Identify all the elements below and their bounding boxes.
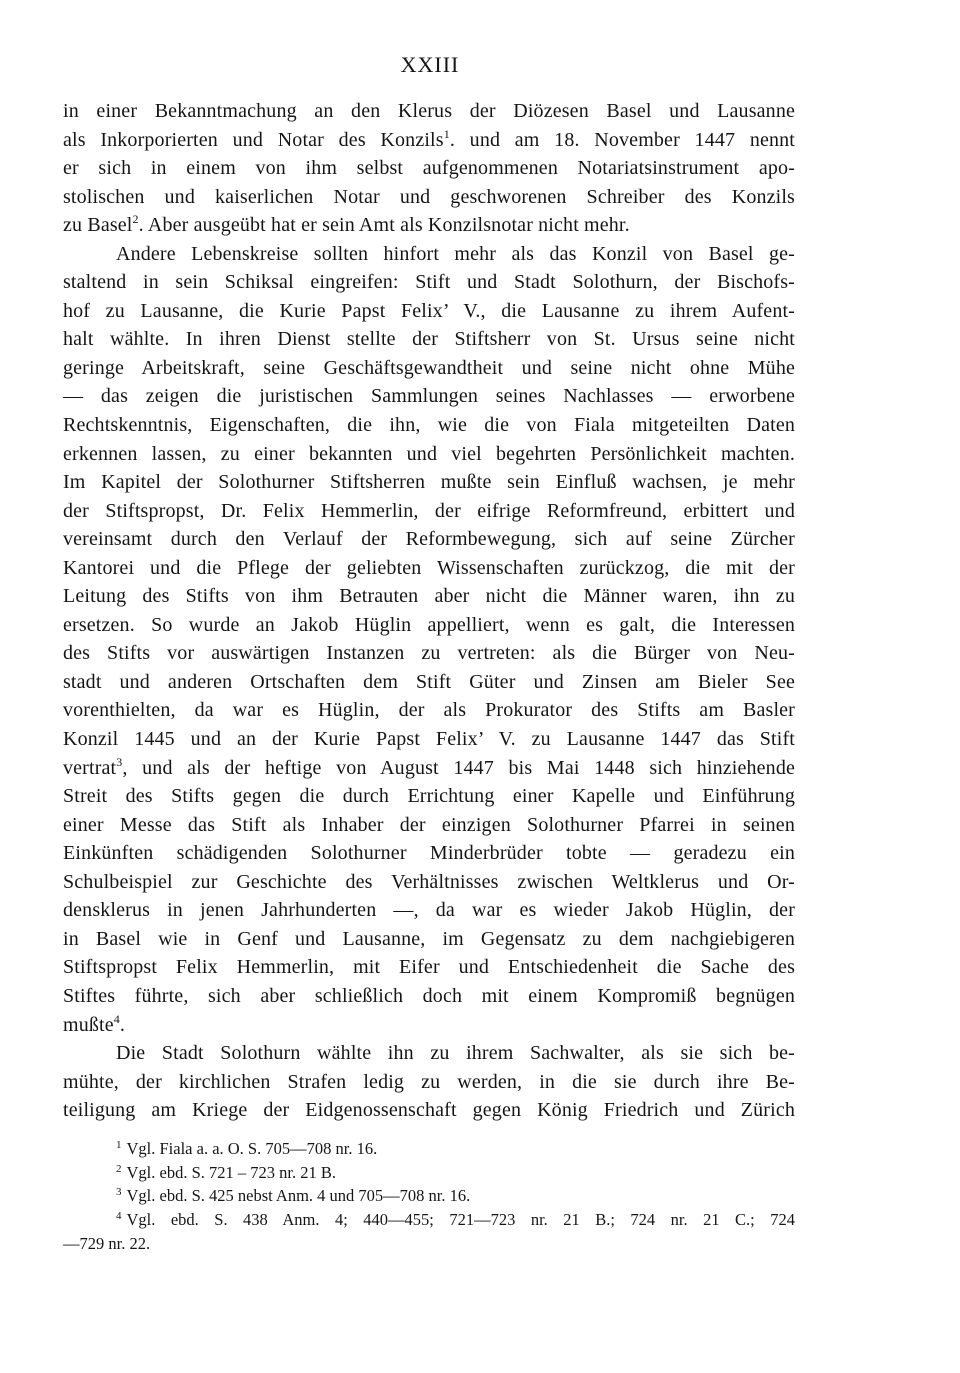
footnote-ref: 2 — [132, 212, 139, 227]
text-line — [63, 1011, 795, 1040]
text-segment: . Aber ausgeübt hat er sein Amt als Konzilsnotar nicht mehr. — [138, 214, 630, 237]
text-segment: des Stifts vor auswärtigen Instanzen zu vertreten: als die Bürger von Neu- — [63, 642, 795, 665]
text-line — [63, 183, 795, 212]
text-segment: stadt und anderen Ortschaften dem Stift Güter und Zinsen am Bieler See — [63, 670, 795, 693]
footnote-mark: 1 — [116, 1139, 122, 1151]
text-line — [63, 1039, 795, 1068]
text-line — [63, 953, 795, 982]
text-line — [63, 211, 795, 240]
footnote-text: Vgl. ebd. S. 425 nebst Anm. 4 und 705—708 nr. 16. — [126, 1186, 471, 1206]
text-line — [63, 639, 795, 668]
text-segment: ersetzen. So wurde an Jakob Hüglin appelliert, wenn es galt, die Interessen — [63, 613, 795, 636]
text-line — [63, 1096, 795, 1125]
text-line — [63, 154, 795, 183]
text-line — [63, 582, 795, 611]
main-text — [63, 97, 795, 1125]
text-line — [63, 611, 795, 640]
text-segment: in einer Bekanntmachung an den Klerus der Diözesen Basel und Lausanne — [63, 100, 795, 122]
text-line — [63, 468, 795, 497]
text-segment: Streit des Stifts gegen die durch Errichtung einer Kapelle und Einführung — [63, 785, 795, 808]
text-segment: stolischen und kaiserlichen Notar und geschworenen Schreiber des Konzils — [63, 185, 795, 208]
footnote-mark: 2 — [116, 1162, 122, 1175]
text-line — [63, 440, 795, 469]
text-segment: , und als der heftige von August 1447 bis Mai 1448 sich hinziehende — [122, 756, 795, 779]
text-line — [63, 97, 795, 126]
text-segment: erkennen lassen, zu einer bekannten und viel begehrten Persönlichkeit machten. — [63, 442, 795, 465]
text-segment: als Inkorporierten und Notar des Konzils — [63, 128, 444, 151]
text-segment: Rechtskenntnis, Eigenschaften, die ihn, wie die von Fiala mitgeteilten Daten — [63, 414, 795, 437]
text-segment: Leitung des Stifts von ihm Betrauten aber nicht die Männer waren, ihn zu — [63, 585, 795, 608]
text-line — [63, 982, 795, 1011]
page-number: XXIII — [400, 52, 460, 77]
text-line — [63, 754, 795, 783]
text-line — [63, 297, 795, 326]
footnote-ref: 4 — [113, 1011, 120, 1026]
text-line — [63, 382, 795, 411]
text-segment: Stiftspropst Felix Hemmerlin, mit Eifer und Entschiedenheit die Sache des — [63, 956, 795, 979]
text-segment: staltend in sein Schiksal eingreifen: Stift und Stadt Solothurn, der Bischofs- — [63, 271, 795, 294]
text-segment: geringe Arbeitskraft, seine Geschäftsgewandtheit und seine nicht ohne Mühe — [63, 356, 795, 379]
text-segment: densklerus in jenen Jahrhunderten —, da war es wieder Jakob Hüglin, der — [63, 899, 795, 922]
footnote-ref: 1 — [443, 126, 450, 141]
text-segment: halt wählte. In ihren Dienst stellte der Stiftsherr von St. Ursus seine nicht — [63, 328, 795, 351]
text-segment: mußte — [63, 1013, 114, 1036]
text-segment: mühte, der kirchlichen Strafen ledig zu werden, in die sie durch ihre Be- — [63, 1070, 795, 1093]
text-line — [63, 411, 795, 440]
text-line — [63, 925, 795, 954]
text-segment: — das zeigen die juristischen Sammlungen seines Nachlasses — erworbene — [63, 385, 795, 408]
text-line — [63, 1068, 795, 1097]
footnote — [63, 1161, 795, 1185]
text-segment: er sich in einem von ihm selbst aufgenommenen Notariatsinstrument apo- — [63, 157, 795, 180]
text-segment: zu Basel — [63, 214, 133, 237]
footnote-text: —729 nr. 22. — [63, 1233, 151, 1253]
text-segment: Im Kapitel der Solothurner Stiftsherren mußte sein Einfluß wachsen, je mehr — [63, 471, 795, 494]
footnote-mark: 3 — [116, 1186, 122, 1199]
text-segment: . — [119, 1013, 126, 1036]
text-segment: Konzil 1445 und an der Kurie Papst Felix’ V. zu Lausanne 1447 das Stift — [63, 728, 795, 751]
footnote-text: Vgl. ebd. S. 721 – 723 nr. 21 B. — [126, 1162, 336, 1182]
text-line — [63, 268, 795, 297]
text-segment: der Stiftspropst, Dr. Felix Hemmerlin, der eifrige Reformfreund, erbittert und — [63, 499, 795, 522]
text-segment: hof zu Lausanne, die Kurie Papst Felix’ V., die Lausanne zu ihrem Aufent- — [63, 299, 795, 322]
footnote — [63, 1208, 795, 1232]
footnote — [63, 1184, 795, 1208]
text-line — [63, 554, 795, 583]
text-segment: vorenthielten, da war es Hüglin, der als Prokurator des Stifts am Basler — [63, 699, 795, 722]
text-segment: vertrat — [63, 756, 117, 779]
text-line — [63, 782, 795, 811]
text-line — [63, 325, 795, 354]
text-line — [63, 240, 795, 269]
footnote-text: Vgl. Fiala a. a. O. S. 705—708 nr. 16. — [126, 1139, 378, 1158]
footnote-ref: 3 — [116, 754, 123, 769]
text-line — [63, 497, 795, 526]
text-segment: einer Messe das Stift als Inhaber der einzigen Solothurner Pfarrei in seinen — [63, 813, 795, 836]
text-segment: . und am 18. November 1447 nennt — [449, 128, 796, 151]
text-segment: Schulbeispiel zur Geschichte des Verhältnisses zwischen Weltklerus und Or- — [63, 870, 795, 893]
text-line — [63, 668, 795, 697]
text-line — [63, 525, 795, 554]
text-line — [63, 126, 795, 155]
text-line — [63, 696, 795, 725]
text-line — [63, 725, 795, 754]
text-segment: teiligung am Kriege der Eidgenossenschaft gegen König Friedrich und Zürich — [63, 1099, 795, 1122]
text-segment: in Basel wie in Genf und Lausanne, im Gegensatz zu dem nachgiebigeren — [63, 927, 795, 950]
text-line — [63, 354, 795, 383]
footnote — [63, 1232, 795, 1256]
footnotes — [63, 1137, 795, 1255]
text-line — [63, 896, 795, 925]
text-segment: Einkünften schädigenden Solothurner Minderbrüder tobte — geradezu ein — [63, 842, 795, 865]
text-segment: Die Stadt Solothurn wählte ihn zu ihrem Sachwalter, als sie sich be- — [116, 1042, 795, 1065]
text-line — [63, 811, 795, 840]
footnote-mark: 4 — [116, 1210, 122, 1223]
text-line — [63, 839, 795, 868]
footnote — [63, 1137, 795, 1161]
text-segment: Kantorei und die Pflege der geliebten Wissenschaften zurückzog, die mit der — [63, 556, 795, 579]
text-line — [63, 868, 795, 897]
text-segment: Andere Lebenskreise sollten hinfort mehr als das Konzil von Basel ge- — [116, 242, 795, 265]
text-segment: Stiftes führte, sich aber schließlich doch mit einem Kompromiß begnügen — [63, 984, 795, 1007]
text-segment: vereinsamt durch den Verlauf der Reformbewegung, sich auf seine Zürcher — [63, 528, 795, 551]
footnote-text: Vgl. ebd. S. 438 Anm. 4; 440—455; 721—723 nr. 21 B.; 724 nr. 21 C.; 724 — [126, 1210, 795, 1230]
